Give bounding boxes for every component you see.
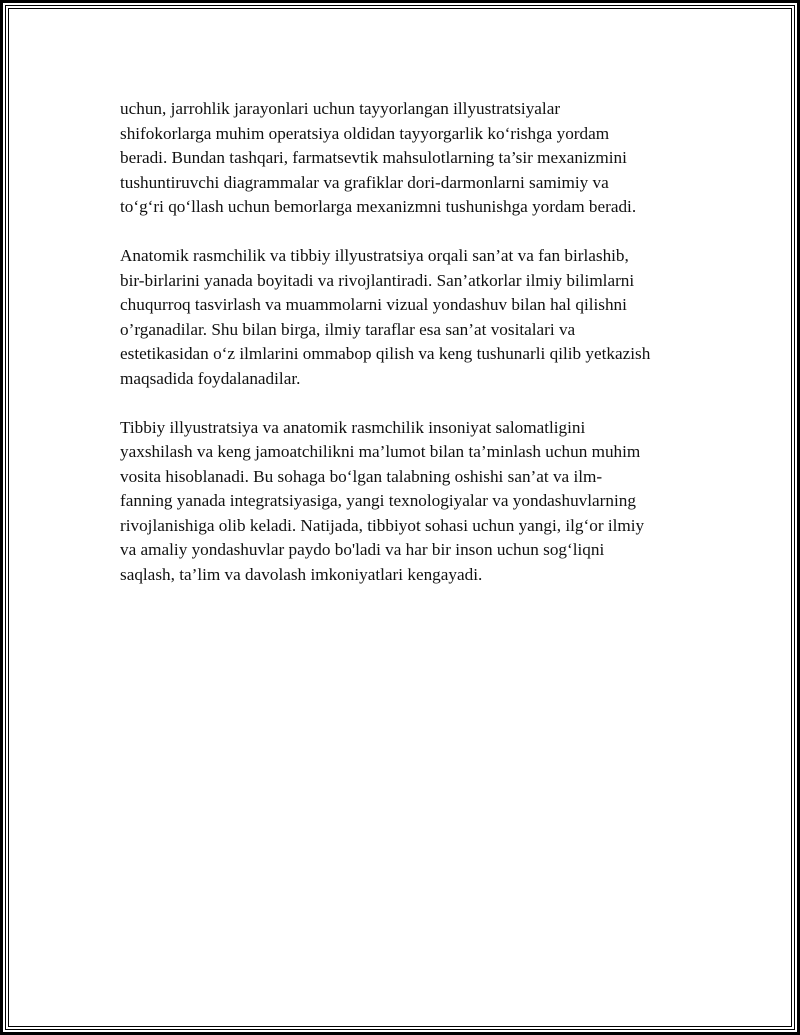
text-line: maqsadida foydalanadilar. [120, 368, 301, 388]
text-line: bir-birlarini yanada boyitadi va rivojlantiradi. San’atkorlar ilmiy bilimlarni [120, 270, 635, 290]
document-body [120, 97, 710, 612]
text-line: Tibbiy illyustratsiya va anatomik rasmchilik insoniyat salomatligini [120, 417, 586, 437]
text-line: shifokorlarga muhim operatsiya oldidan tayyorgarlik ko‘rishga yordam [120, 123, 610, 143]
text-line: yaxshilash va keng jamoatchilikni ma’lumot bilan ta’minlash uchun muhim [120, 442, 641, 461]
text-line: uchun, jarrohlik jarayonlari uchun tayyorlangan illyustratsiyalar [120, 99, 561, 118]
text-line: va amaliy yondashuvlar paydo bo'ladi va har bir inson uchun sog‘liqni [120, 540, 605, 559]
paragraph-2 [120, 244, 710, 391]
text-line: saqlash, ta’lim va davolash imkoniyatlari kengayadi. [120, 564, 483, 584]
text-line: beradi. Bundan tashqari, farmatsevtik mahsulotlarning ta’sir mexanizmini [120, 148, 627, 167]
text-line: fanning yanada integratsiyasiga, yangi texnologiyalar va yondashuvlarning [120, 491, 636, 510]
text-line: rivojlanishiga olib keladi. Natijada, tibbiyot sohasi uchun yangi, ilg‘or ilmiy [120, 515, 645, 535]
text-line: vosita hisoblanadi. Bu sohaga bo‘lgan talabning oshishi san’at va ilm- [120, 466, 603, 486]
text-line: tushuntiruvchi diagrammalar va grafiklar dori-darmonlarni samimiy va [120, 172, 609, 192]
text-line: Anatomik rasmchilik va tibbiy illyustratsiya orqali san’at va fan birlashib, [120, 246, 629, 265]
paragraph-1 [120, 97, 710, 220]
paragraph-3 [120, 416, 710, 588]
text-line: to‘g‘ri qo‘llash uchun bemorlarga mexanizmni tushunishga yordam beradi. [120, 197, 637, 216]
text-line: estetikasidan o‘z ilmlarini ommabop qilish va keng tushunarli qilib yetkazish [120, 344, 651, 363]
text-line: chuqurroq tasvirlash va muammolarni vizual yondashuv bilan hal qilishni [120, 295, 627, 314]
text-line: o’rganadilar. Shu bilan birga, ilmiy taraflar esa san’at vositalari va [120, 319, 576, 339]
